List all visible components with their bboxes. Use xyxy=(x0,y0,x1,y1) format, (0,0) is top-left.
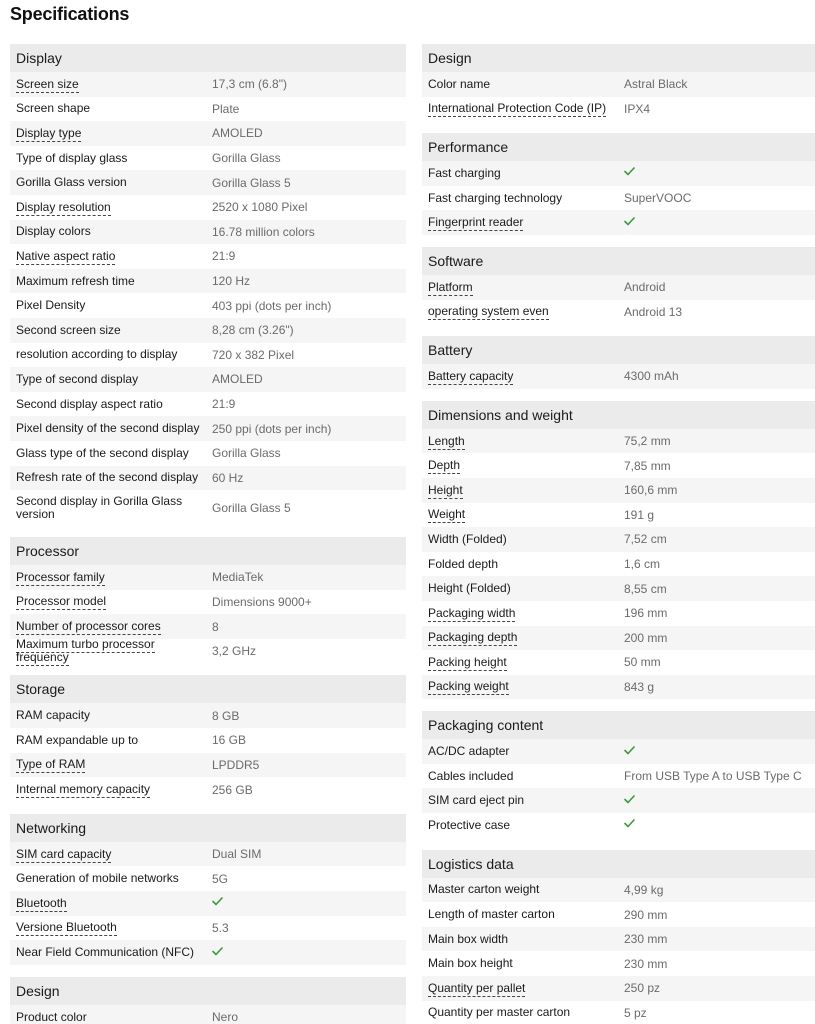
spec-label-tooltip-trigger[interactable]: Packing weight xyxy=(428,679,509,694)
section-header: Design xyxy=(10,977,406,1005)
spec-label xyxy=(10,447,206,460)
section-rows xyxy=(422,739,815,837)
spec-value: Gorilla Glass xyxy=(212,446,281,461)
spec-label-tooltip-trigger[interactable]: Type of RAM xyxy=(16,757,86,772)
spec-value: 5G xyxy=(212,871,229,886)
section-header: Networking xyxy=(10,814,406,842)
spec-label-text: Screen shape xyxy=(16,101,91,116)
spec-label-text: Color name xyxy=(428,76,491,91)
spec-value: 8,55 cm xyxy=(624,581,667,596)
spec-row xyxy=(10,121,406,146)
checkmark-icon xyxy=(624,167,634,177)
spec-label xyxy=(10,946,206,959)
spec-value: 16 GB xyxy=(212,733,247,748)
spec-label xyxy=(422,908,618,921)
spec-label xyxy=(10,348,206,361)
spec-label xyxy=(422,533,618,546)
spec-value: 5.3 xyxy=(212,920,229,935)
spec-value: 230 mm xyxy=(624,956,668,971)
spec-row xyxy=(422,650,815,675)
spec-value xyxy=(618,166,815,180)
spec-row xyxy=(10,244,406,269)
section-rows xyxy=(10,565,406,663)
spec-label xyxy=(422,582,618,595)
section-rows xyxy=(10,1005,406,1024)
spec-row xyxy=(422,429,815,454)
spec-label-tooltip-trigger[interactable]: Display resolution xyxy=(16,199,111,214)
checkmark-icon xyxy=(624,746,634,756)
spec-label-text: Main box height xyxy=(428,956,513,971)
spec-row xyxy=(10,614,406,639)
spec-value: 4,99 kg xyxy=(624,882,664,897)
section-header: Dimensions and weight xyxy=(422,401,815,429)
spec-label xyxy=(10,102,206,115)
section-rows xyxy=(422,275,815,324)
spec-row xyxy=(422,902,815,927)
spec-label xyxy=(422,192,618,205)
spec-value xyxy=(618,818,815,832)
spec-label-text: Type of display glass xyxy=(16,150,128,165)
spec-label-text: Second display in Gorilla Glass version xyxy=(16,493,183,521)
spec-label-text: Width (Folded) xyxy=(428,531,507,546)
spec-label[interactable] xyxy=(422,982,618,995)
checkmark-icon xyxy=(624,819,634,829)
spec-label-tooltip-trigger[interactable]: Versione Bluetooth xyxy=(16,920,117,935)
spec-row xyxy=(10,842,406,867)
spec-value: 403 ppi (dots per inch) xyxy=(212,298,332,313)
spec-value: 250 pz xyxy=(624,981,661,996)
spec-value: 21:9 xyxy=(212,249,236,264)
spec-label[interactable] xyxy=(10,595,206,608)
spec-label-tooltip-trigger[interactable]: International Protection Code (IP) xyxy=(428,101,607,116)
spec-value: 4300 mAh xyxy=(624,369,679,384)
spec-label[interactable] xyxy=(10,1011,206,1024)
spec-label xyxy=(422,167,618,180)
spec-row xyxy=(422,503,815,528)
spec-row xyxy=(422,601,815,626)
spec-value: 843 g xyxy=(624,679,655,694)
spec-value: 50 mm xyxy=(624,655,661,670)
spec-label[interactable] xyxy=(422,216,618,229)
spec-row xyxy=(10,753,406,778)
spec-label-tooltip-trigger[interactable]: Packaging depth xyxy=(428,630,518,645)
spec-value: AMOLED xyxy=(212,126,263,141)
spec-value: 16.78 million colors xyxy=(212,224,315,239)
spec-row xyxy=(422,576,815,601)
section-header: Performance xyxy=(422,133,815,161)
spec-row xyxy=(10,343,406,368)
spec-value xyxy=(618,216,815,230)
spec-value: IPX4 xyxy=(624,101,651,116)
section-rows xyxy=(10,703,406,801)
spec-value: 256 GB xyxy=(212,782,253,797)
spec-label xyxy=(422,745,618,758)
spec-label-tooltip-trigger[interactable]: Battery capacity xyxy=(428,368,514,383)
spec-label-text: Height (Folded) xyxy=(428,581,511,596)
spec-row xyxy=(10,220,406,245)
spec-value: 7,52 cm xyxy=(624,532,667,547)
spec-section-networking xyxy=(10,814,406,965)
spec-row xyxy=(10,195,406,220)
spec-row xyxy=(10,565,406,590)
spec-label-text: Pixel density of the second display xyxy=(16,421,200,436)
spec-label[interactable] xyxy=(10,638,206,664)
spec-label-text: RAM expandable up to xyxy=(16,732,139,747)
spec-row xyxy=(422,186,815,211)
spec-row xyxy=(10,466,406,491)
spec-value: Gorilla Glass 5 xyxy=(212,175,291,190)
spec-value: 1,6 cm xyxy=(624,557,661,572)
section-header: Processor xyxy=(10,537,406,565)
spec-row xyxy=(422,675,815,700)
spec-section-storage xyxy=(10,675,406,801)
spec-row xyxy=(10,777,406,802)
spec-label-text: Fast charging xyxy=(428,165,501,180)
spec-label xyxy=(422,883,618,896)
section-rows xyxy=(422,429,815,700)
spec-value: 120 Hz xyxy=(212,274,251,289)
spec-label-text: Maximum refresh time xyxy=(16,273,135,288)
spec-value: AMOLED xyxy=(212,372,263,387)
spec-label-tooltip-trigger[interactable]: SIM card capacity xyxy=(16,846,112,861)
spec-label-tooltip-trigger[interactable]: Screen size xyxy=(16,76,79,91)
spec-row xyxy=(10,490,406,525)
section-header: Display xyxy=(10,44,406,72)
spec-row xyxy=(10,269,406,294)
spec-row xyxy=(422,788,815,813)
spec-value: 200 mm xyxy=(624,630,668,645)
spec-value: Nero xyxy=(212,1010,239,1024)
spec-label[interactable] xyxy=(10,783,206,796)
spec-label-text: Second display aspect ratio xyxy=(16,396,163,411)
spec-label-tooltip-trigger[interactable]: Length xyxy=(428,433,465,448)
spec-row xyxy=(10,639,406,664)
spec-label-text: Gorilla Glass version xyxy=(16,175,127,190)
spec-row xyxy=(10,703,406,728)
spec-value xyxy=(206,896,406,910)
spec-value: Android 13 xyxy=(624,304,683,319)
spec-label xyxy=(422,819,618,832)
checkmark-icon xyxy=(212,897,222,907)
spec-label[interactable] xyxy=(422,680,618,693)
spec-label-tooltip-trigger[interactable]: Fingerprint reader xyxy=(428,215,524,230)
spec-label-text: Display colors xyxy=(16,224,91,239)
spec-value: Gorilla Glass 5 xyxy=(212,500,291,515)
spec-label-text: Fast charging technology xyxy=(428,190,563,205)
spec-label[interactable] xyxy=(10,571,206,584)
specs-left-column xyxy=(10,44,406,1024)
spec-label[interactable] xyxy=(422,607,618,620)
spec-value: 230 mm xyxy=(624,932,668,947)
spec-value: 191 g xyxy=(624,507,655,522)
spec-label xyxy=(10,324,206,337)
spec-label[interactable] xyxy=(422,656,618,669)
spec-row xyxy=(422,552,815,577)
spec-value: MediaTek xyxy=(212,570,264,585)
spec-row xyxy=(10,916,406,941)
spec-value: 290 mm xyxy=(624,907,668,922)
spec-label xyxy=(10,398,206,411)
spec-value: 21:9 xyxy=(212,397,236,412)
spec-section-processor xyxy=(10,537,406,663)
spec-row xyxy=(10,367,406,392)
spec-label xyxy=(10,275,206,288)
spec-label-tooltip-trigger[interactable]: Weight xyxy=(428,507,466,522)
spec-value xyxy=(618,745,815,759)
spec-value: Android xyxy=(624,280,666,295)
spec-label-tooltip-trigger[interactable]: Bluetooth xyxy=(16,895,67,910)
spec-label xyxy=(422,957,618,970)
spec-section-design xyxy=(10,977,406,1024)
spec-value: 8 GB xyxy=(212,708,240,723)
spec-row xyxy=(422,878,815,903)
spec-label[interactable] xyxy=(10,78,206,91)
spec-label-text: Second screen size xyxy=(16,322,121,337)
spec-label[interactable] xyxy=(10,250,206,263)
spec-label xyxy=(422,933,618,946)
spec-value xyxy=(206,946,406,960)
spec-label xyxy=(422,794,618,807)
spec-label xyxy=(10,422,206,435)
spec-label-text: SIM card eject pin xyxy=(428,793,525,808)
spec-label-tooltip-trigger[interactable]: Platform xyxy=(428,279,473,294)
checkmark-icon xyxy=(624,217,634,227)
spec-row xyxy=(422,300,815,325)
spec-label-text: Glass type of the second display xyxy=(16,445,189,460)
spec-row xyxy=(422,72,815,97)
spec-row xyxy=(10,728,406,753)
spec-label xyxy=(10,471,206,484)
spec-row xyxy=(10,170,406,195)
spec-value: 720 x 382 Pixel xyxy=(212,347,295,362)
checkmark-icon xyxy=(212,947,222,957)
spec-value: 196 mm xyxy=(624,606,668,621)
spec-row xyxy=(10,97,406,122)
spec-label[interactable] xyxy=(10,201,206,214)
spec-label xyxy=(10,373,206,386)
section-rows xyxy=(10,842,406,965)
spec-value: Dual SIM xyxy=(212,847,262,862)
spec-label xyxy=(10,872,206,885)
spec-value: 2520 x 1080 Pixel xyxy=(212,200,308,215)
spec-label[interactable] xyxy=(422,631,618,644)
spec-label[interactable] xyxy=(10,758,206,771)
spec-section-dimensions-and-weight xyxy=(422,401,815,700)
spec-label xyxy=(10,176,206,189)
spec-label-tooltip-trigger[interactable]: Packing height xyxy=(428,654,507,669)
spec-value: Astral Black xyxy=(624,77,688,92)
spec-row xyxy=(10,1005,406,1024)
spec-value: LPDDR5 xyxy=(212,757,260,772)
spec-label-text: Near Field Communication (NFC) xyxy=(16,945,195,960)
spec-value: 17,3 cm (6.8") xyxy=(212,77,287,92)
spec-label-tooltip-trigger[interactable]: Product color xyxy=(16,1009,87,1024)
section-header: Software xyxy=(422,247,815,275)
spec-label-text: Cables included xyxy=(428,768,514,783)
spec-label xyxy=(10,495,206,521)
spec-label-text: Protective case xyxy=(428,817,511,832)
spec-row xyxy=(10,441,406,466)
spec-row xyxy=(10,72,406,97)
spec-label-text: Quantity per master carton xyxy=(428,1005,571,1020)
spec-label-tooltip-trigger[interactable]: Processor model xyxy=(16,594,107,609)
spec-row xyxy=(422,478,815,503)
spec-label[interactable] xyxy=(10,897,206,910)
spec-label-tooltip-trigger[interactable]: Number of processor cores xyxy=(16,619,161,634)
spec-label xyxy=(10,709,206,722)
spec-row xyxy=(422,976,815,1001)
spec-label[interactable] xyxy=(422,305,618,318)
spec-label xyxy=(422,770,618,783)
spec-row xyxy=(422,364,815,389)
spec-row xyxy=(422,527,815,552)
spec-label-text: RAM capacity xyxy=(16,708,91,723)
spec-label-tooltip-trigger[interactable]: Native aspect ratio xyxy=(16,248,116,263)
spec-value: 7,85 mm xyxy=(624,458,671,473)
spec-row xyxy=(422,951,815,976)
spec-value: Plate xyxy=(212,101,240,116)
spec-label xyxy=(10,299,206,312)
spec-row xyxy=(10,146,406,171)
spec-label-text: Refresh rate of the second display xyxy=(16,470,199,485)
spec-label[interactable] xyxy=(422,370,618,383)
spec-row xyxy=(422,275,815,300)
spec-value: Gorilla Glass xyxy=(212,151,281,166)
spec-value xyxy=(618,794,815,808)
spec-section-design xyxy=(422,44,815,121)
spec-label[interactable] xyxy=(422,459,618,472)
spec-label-tooltip-trigger[interactable]: Packaging width xyxy=(428,605,516,620)
spec-row xyxy=(10,891,406,916)
spec-label xyxy=(422,558,618,571)
section-rows xyxy=(422,72,815,121)
spec-label-text: Master carton weight xyxy=(428,882,540,897)
spec-value: 5 pz xyxy=(624,1005,647,1020)
spec-section-display xyxy=(10,44,406,525)
spec-label xyxy=(10,734,206,747)
spec-row xyxy=(422,927,815,952)
spec-label[interactable] xyxy=(10,620,206,633)
spec-label-text: AC/DC adapter xyxy=(428,744,510,759)
spec-row xyxy=(422,764,815,789)
section-header: Design xyxy=(422,44,815,72)
section-header: Storage xyxy=(10,675,406,703)
checkmark-icon xyxy=(624,795,634,805)
spec-value: 3,2 GHz xyxy=(212,644,257,659)
spec-label[interactable] xyxy=(422,484,618,497)
spec-label[interactable] xyxy=(422,508,618,521)
spec-label[interactable] xyxy=(10,127,206,140)
spec-value: 8 xyxy=(212,619,219,634)
specs-right-column xyxy=(422,44,815,1024)
spec-row xyxy=(10,866,406,891)
spec-label-tooltip-trigger[interactable]: Quantity per pallet xyxy=(428,980,526,995)
spec-row xyxy=(422,739,815,764)
spec-label-tooltip-trigger[interactable]: Depth xyxy=(428,458,461,473)
spec-row xyxy=(10,590,406,615)
spec-label[interactable] xyxy=(422,102,618,115)
spec-row xyxy=(422,161,815,186)
spec-label[interactable] xyxy=(10,921,206,934)
spec-value: 60 Hz xyxy=(212,470,244,485)
section-rows xyxy=(422,161,815,235)
section-header: Packaging content xyxy=(422,711,815,739)
spec-row xyxy=(10,940,406,965)
spec-label-tooltip-trigger[interactable]: Processor family xyxy=(16,569,105,584)
spec-row xyxy=(422,97,815,122)
spec-section-software xyxy=(422,247,815,324)
spec-value: SuperVOOC xyxy=(624,191,692,206)
section-header: Logistics data xyxy=(422,850,815,878)
spec-value: Dimensions 9000+ xyxy=(212,594,312,609)
spec-label-tooltip-trigger[interactable]: Internal memory capacity xyxy=(16,782,151,797)
spec-label[interactable] xyxy=(422,281,618,294)
spec-section-packaging-content xyxy=(422,711,815,837)
section-header: Battery xyxy=(422,336,815,364)
spec-section-logistics-data xyxy=(422,850,815,1024)
spec-row xyxy=(422,813,815,838)
section-rows xyxy=(422,878,815,1024)
spec-row xyxy=(10,392,406,417)
spec-label-text: Generation of mobile networks xyxy=(16,871,179,886)
spec-label-text: Length of master carton xyxy=(428,907,555,922)
spec-label[interactable] xyxy=(422,435,618,448)
spec-row xyxy=(10,318,406,343)
spec-label-text: Type of second display xyxy=(16,371,139,386)
page-title: Specifications xyxy=(10,4,130,24)
spec-label-tooltip-trigger[interactable]: Display type xyxy=(16,125,82,140)
spec-section-battery xyxy=(422,336,815,389)
spec-label xyxy=(422,1006,618,1019)
spec-value: 250 ppi (dots per inch) xyxy=(212,421,332,436)
spec-label xyxy=(10,152,206,165)
spec-row xyxy=(422,626,815,651)
spec-row xyxy=(10,416,406,441)
spec-section-performance xyxy=(422,133,815,235)
spec-label-text: Main box width xyxy=(428,931,509,946)
spec-label-tooltip-trigger[interactable]: Height xyxy=(428,482,463,497)
spec-row xyxy=(422,1001,815,1024)
section-rows xyxy=(10,72,406,525)
section-rows xyxy=(422,364,815,389)
spec-row xyxy=(422,210,815,235)
spec-label xyxy=(422,78,618,91)
spec-label-tooltip-trigger[interactable]: operating system even xyxy=(428,304,549,319)
spec-value: 8,28 cm (3.26") xyxy=(212,323,294,338)
spec-label-text: Folded depth xyxy=(428,556,499,571)
spec-label[interactable] xyxy=(10,848,206,861)
spec-row xyxy=(10,293,406,318)
spec-label-tooltip-trigger[interactable]: Maximum turbo processor frequency xyxy=(16,637,155,665)
spec-label xyxy=(10,225,206,238)
spec-value: 75,2 mm xyxy=(624,434,671,449)
spec-label-text: resolution according to display xyxy=(16,347,178,362)
spec-value: From USB Type A to USB Type C xyxy=(624,769,802,784)
spec-row xyxy=(422,453,815,478)
spec-label-text: Pixel Density xyxy=(16,298,86,313)
spec-value: 160,6 mm xyxy=(624,483,678,498)
